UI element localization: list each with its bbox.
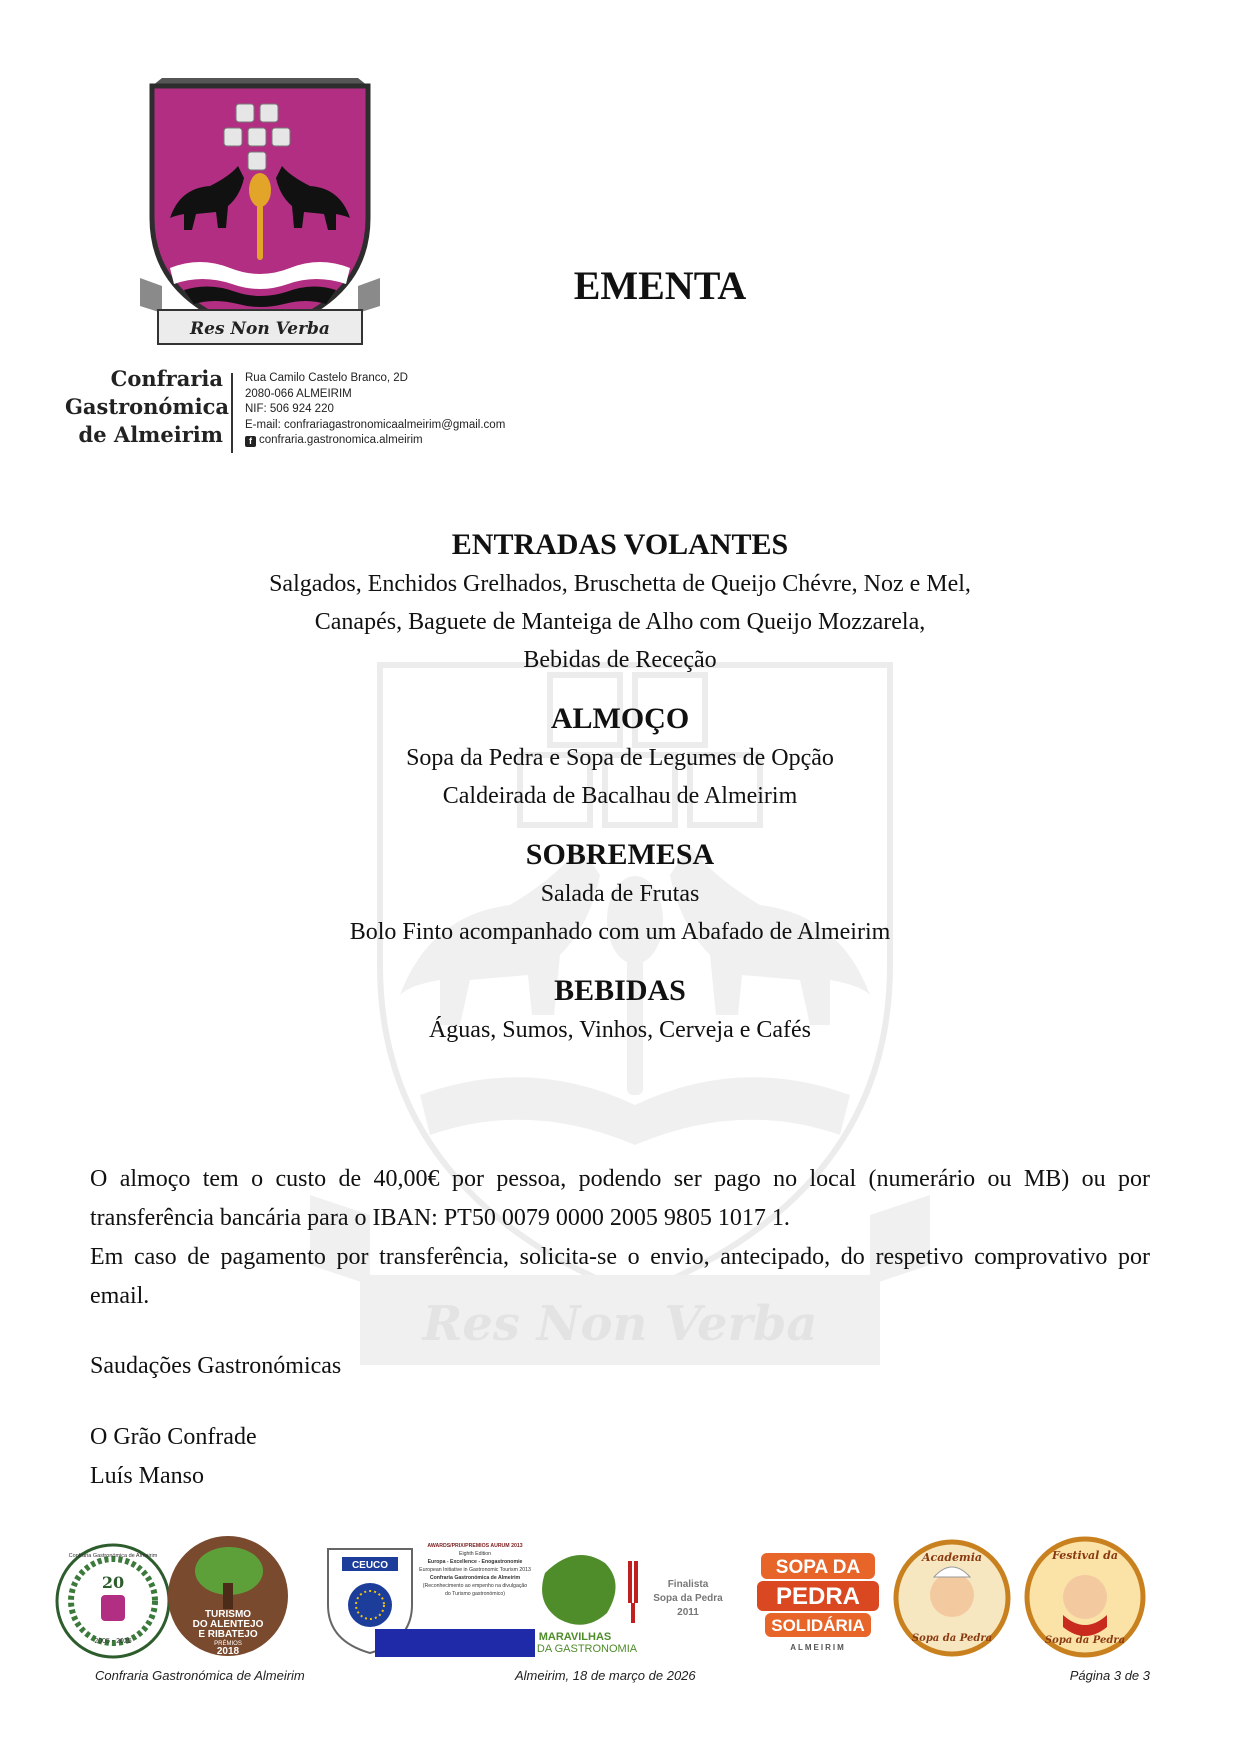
signature-role: O Grão Confrade <box>90 1424 257 1450</box>
svg-text:AWARDS/PRIX/PREMIOS AURUM 2013: AWARDS/PRIX/PREMIOS AURUM 2013 <box>427 1543 523 1549</box>
section-title: ALMOÇO <box>550 702 690 735</box>
org-contact <box>245 371 505 449</box>
svg-text:TURISMO: TURISMO <box>204 1609 252 1620</box>
footer-date: Almeirim, 18 de março de 2026 <box>515 1668 696 1683</box>
facebook-link[interactable]: f confraria.gastronomica.almeirim <box>245 433 505 449</box>
footer-org: Confraria Gastronómica de Almeirim <box>95 1668 305 1683</box>
email[interactable]: E-mail: confrariagastronomicaalmeirim@gmail.com <box>245 418 506 431</box>
svg-text:Festival da: Festival da <box>1051 1549 1119 1562</box>
festival-sopa-pedra-logo <box>1023 1535 1153 1659</box>
menu-line: Águas, Sumos, Vinhos, Cerveja e Cafés <box>428 1017 812 1043</box>
org-letterhead <box>65 365 535 455</box>
section-sobremesa <box>90 835 1150 951</box>
payment-info <box>90 1160 1150 1316</box>
svg-text:Europa - Excellence - Enogastr: Europa - Excellence - Enogastronomie <box>427 1559 523 1565</box>
svg-text:Eighth Edition: Eighth Edition <box>458 1551 492 1557</box>
maravilhas-gastronomia-logo <box>535 1543 735 1659</box>
section-entradas <box>90 525 1150 679</box>
svg-text:do Turismo gastronómico): do Turismo gastronómico) <box>445 1591 505 1597</box>
crest-motto: Res Non Verba <box>190 319 330 339</box>
menu <box>90 525 1150 1069</box>
svg-text:Finalista: Finalista <box>667 1579 709 1590</box>
svg-text:SOLIDÁRIA: SOLIDÁRIA <box>771 1616 865 1635</box>
footer-page-number: Página 3 de 3 <box>1069 1668 1150 1683</box>
svg-text:MARAVILHAS: MARAVILHAS <box>538 1631 612 1643</box>
svg-text:ALMEIRIM: ALMEIRIM <box>790 1643 846 1652</box>
postal-code: 2080-066 ALMEIRIM <box>245 387 352 400</box>
menu-line: Bebidas de Receção <box>523 647 717 673</box>
closing <box>90 1347 341 1496</box>
section-title: ENTRADAS VOLANTES <box>451 528 789 561</box>
address: Rua Camilo Castelo Branco, 2D <box>245 372 408 384</box>
section-almoco <box>90 699 1150 815</box>
svg-text:PEDRA: PEDRA <box>775 1583 861 1610</box>
payment-paragraph: O almoço tem o custo de 40,00€ por pessoa, podendo ser pago no local (numerário ou MB) ou por transferência bancária para o IBAN: PT50 0079 0000 2005 9805 1017 1. <box>90 1166 1150 1231</box>
page-title: EMENTA <box>573 263 747 308</box>
academia-sopa-pedra-logo <box>890 1539 1014 1657</box>
svg-text:2018: 2018 <box>216 1646 240 1657</box>
svg-text:Academia: Academia <box>922 1551 982 1564</box>
svg-text:2011: 2011 <box>677 1607 699 1618</box>
menu-line: Salada de Frutas <box>540 881 700 907</box>
section-title: BEBIDAS <box>554 974 686 1007</box>
svg-text:E RIBATEJO: E RIBATEJO <box>198 1629 258 1640</box>
payment-paragraph: Em caso de pagamento por transferência, solicita-se o envio, antecipado, do respetivo comprovativo por email. <box>90 1244 1150 1309</box>
menu-line: Sopa da Pedra e Sopa de Legumes de Opção <box>406 745 834 771</box>
section-bebidas <box>90 971 1150 1049</box>
divider <box>231 373 233 453</box>
section-title: SOBREMESA <box>525 838 715 871</box>
org-name: Confraria Gastronómica de Almeirim <box>65 366 230 447</box>
menu-line: Caldeirada de Bacalhau de Almeirim <box>442 783 798 809</box>
menu-line: Salgados, Enchidos Grelhados, Bruschetta de Queijo Chévre, Noz e Mel, <box>269 571 971 597</box>
menu-line: Bolo Finto acompanhado com um Abafado de Almeirim <box>349 919 891 945</box>
svg-text:Confraria Gastronómica de Alme: Confraria Gastronómica de Almeirim <box>429 1575 521 1581</box>
svg-text:Sopa da Pedra: Sopa da Pedra <box>911 1633 993 1644</box>
partner-logos <box>55 1535 1185 1665</box>
svg-text:Confraria Gastronómica de Alme: Confraria Gastronómica de Almeirim <box>68 1553 158 1559</box>
signature-name: Luís Manso <box>90 1463 204 1489</box>
nif: NIF: 506 924 220 <box>245 403 334 415</box>
sopa-pedra-solidaria-logo <box>757 1549 879 1653</box>
svg-text:PRÉMIOS: PRÉMIOS <box>214 1641 242 1647</box>
menu-line: Canapés, Baguete de Manteiga de Alho com Queijo Mozzarela, <box>314 609 926 635</box>
greeting: Saudações Gastronómicas <box>90 1353 342 1379</box>
anniversary-badge-logo <box>55 1543 171 1659</box>
svg-text:Sopa da Pedra: Sopa da Pedra <box>1044 1635 1126 1646</box>
svg-text:20: 20 <box>101 1573 125 1592</box>
facebook-icon: f <box>245 436 256 447</box>
svg-text:(Reconhecimento ao empenho na: (Reconhecimento ao empenho na divulgação <box>422 1583 528 1589</box>
confraria-crest-logo <box>140 78 380 348</box>
svg-text:DA GASTRONOMIA: DA GASTRONOMIA <box>536 1643 638 1655</box>
svg-text:European Initiative in Gastron: European Initiative in Gastronomic Tourism 2013 <box>419 1567 531 1573</box>
watermark-motto: Res Non Verba <box>422 1296 818 1352</box>
svg-text:DO ALENTEJO: DO ALENTEJO <box>192 1619 264 1630</box>
svg-text:Sopa da Pedra: Sopa da Pedra <box>653 1593 723 1604</box>
turismo-alentejo-logo <box>167 1535 289 1657</box>
svg-text:2005 - 2025: 2005 - 2025 <box>94 1638 132 1645</box>
aurum-awards-logo <box>375 1539 535 1657</box>
svg-text:SOPA DA: SOPA DA <box>775 1557 861 1578</box>
svg-text:CEUCO: CEUCO <box>351 1560 389 1571</box>
